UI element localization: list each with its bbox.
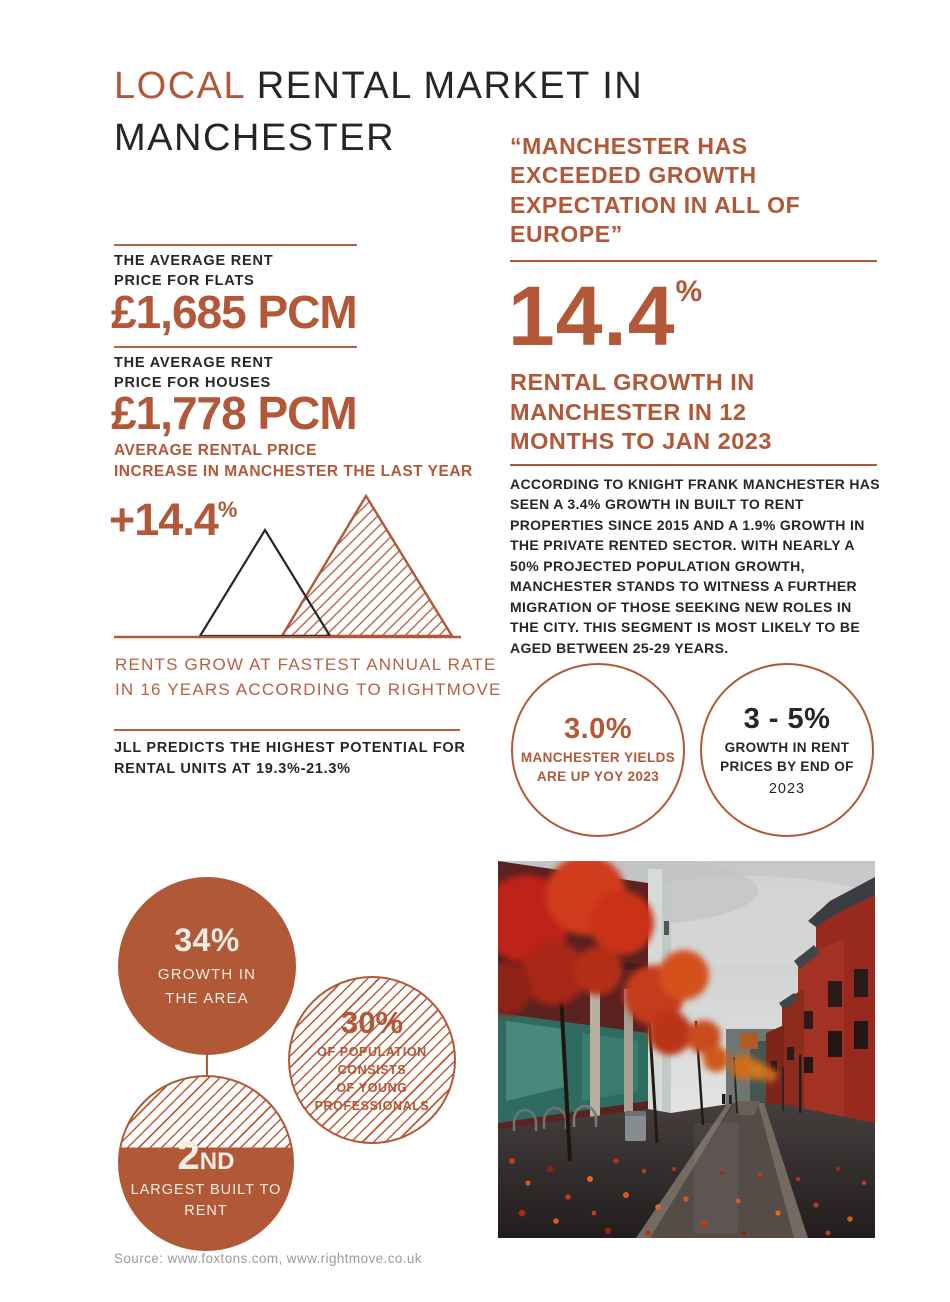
triangle-growth-graphic [112, 486, 464, 646]
divider-above-paragraph [510, 464, 877, 466]
young-professionals-bubble [288, 976, 456, 1144]
knight-frank-paragraph: ACCORDING TO KNIGHT FRANK MANCHESTER HAS SEEN A 3.4% GROWTH IN BUILT TO RENT PROPERTIES SINCE 2015 AND A 1.9% GROWTH IN THE PRIVATE RENTED SECTOR. WITH NEARLY A 50% PROJECTED POPULATION GROWTH, MANCHESTER STANDS TO WITNESS A FURTHER MIGRATION OF THOSE SEEKING NEW ROLES IN THE CITY. THIS SEGMENT IS MOST LIKELY TO BE AGED BETWEEN 25-29 YEARS. [510, 476, 880, 656]
rent-growth-circle [700, 663, 874, 837]
manchester-autumn-street-photo [498, 861, 875, 1238]
rents-grow-caption: RENTS GROW AT FASTEST ANNUAL RATE IN 16 YEARS ACCORDING TO RIGHTMOVE [115, 655, 502, 699]
page-title-rest: RENTAL MARKET IN MANCHESTER [114, 65, 644, 160]
pull-quote: “MANCHESTER HAS EXCEEDED GROWTH EXPECTATION IN ALL OF EUROPE” [510, 133, 801, 248]
outline-triangle [200, 530, 330, 636]
rank-label: LARGEST BUILT TO RENT [130, 1181, 282, 1220]
yields-label: MANCHESTER YIELDS ARE UP YOY 2023 [520, 750, 676, 784]
young-professionals-label: OF POPULATION CONSISTS OF YOUNG PROFESSIONALS [314, 1044, 430, 1114]
houses-rent-label: THE AVERAGE RENT PRICE FOR HOUSES [114, 355, 274, 392]
percent-sign: % [217, 497, 238, 522]
rental-increase-caption: AVERAGE RENTAL PRICE INCREASE IN MANCHESTER THE LAST YEAR [114, 442, 473, 481]
area-growth-label: GROWTH IN THE AREA [157, 965, 257, 1007]
page-title-highlight: LOCAL [114, 65, 245, 107]
headline-growth-label: RENTAL GROWTH IN MANCHESTER IN 12 MONTHS TO JAN 2023 [510, 369, 772, 455]
yields-circle [511, 663, 685, 837]
rank-suffix: ND [199, 1147, 235, 1175]
build-to-rent-rank-bubble [118, 1075, 294, 1251]
rank-value: 2ND [177, 1133, 235, 1178]
flats-rent-label: THE AVERAGE RENT PRICE FOR FLATS [114, 253, 274, 290]
rental-increase-value: +14.4% [109, 494, 238, 545]
area-growth-bubble [118, 877, 296, 1055]
young-professionals-value: 30% [340, 1004, 404, 1040]
area-growth-value: 34% [174, 921, 240, 958]
source-credit: Source: www.foxtons.com, www.rightmove.co.uk [114, 1251, 422, 1266]
headline-growth-value: 14.4% [508, 269, 704, 363]
rent-growth-label: GROWTH IN RENT PRICES BY END OF [720, 740, 854, 774]
percent-sign: % [675, 275, 704, 308]
houses-rent-value: £1,778 PCM [111, 387, 357, 439]
divider-houses-top [114, 346, 357, 348]
flats-rent-value: £1,685 PCM [111, 286, 357, 338]
divider-under-quote [510, 260, 877, 262]
divider-jll [114, 729, 460, 731]
jll-note: JLL PREDICTS THE HIGHEST POTENTIAL FOR RENTAL UNITS AT 19.3%-21.3% [114, 740, 466, 778]
rent-growth-year: 2023 [768, 780, 806, 797]
photo-illustration [498, 861, 875, 1238]
divider-flats-top [114, 244, 357, 246]
yields-value: 3.0% [563, 713, 633, 746]
rent-growth-value: 3 - 5% [743, 703, 831, 736]
